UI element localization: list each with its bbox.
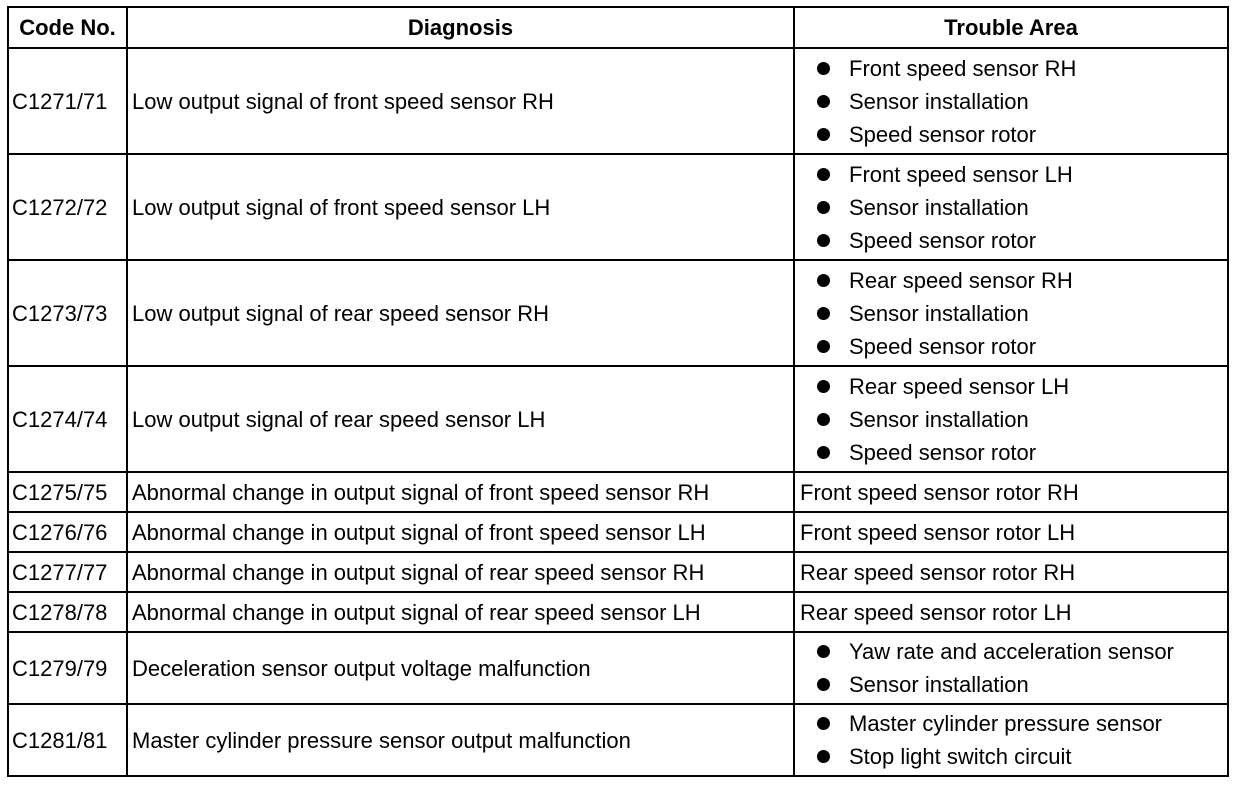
diagnostic-trouble-code-table <box>7 6 1229 777</box>
diagnosis-cell: Deceleration sensor output voltage malfunction <box>127 632 794 704</box>
trouble-area-item: Sensor installation <box>849 194 1029 220</box>
table-row <box>8 154 1228 260</box>
diagnosis-cell: Abnormal change in output signal of rear speed sensor LH <box>127 592 794 632</box>
bullet-icon <box>817 645 830 658</box>
diagnosis-cell: Low output signal of rear speed sensor LH <box>127 366 794 472</box>
list-item <box>815 191 1227 224</box>
header-code: Code No. <box>8 7 127 48</box>
header-diagnosis: Diagnosis <box>127 7 794 48</box>
trouble-area-cell <box>794 48 1228 154</box>
trouble-area-cell <box>794 704 1228 776</box>
trouble-area-list <box>815 264 1227 363</box>
trouble-area-item: Sensor installation <box>849 406 1029 432</box>
code-cell: C1276/76 <box>8 512 127 552</box>
bullet-icon <box>817 307 830 320</box>
code-cell: C1271/71 <box>8 48 127 154</box>
list-item <box>815 436 1227 469</box>
trouble-area-cell: Front speed sensor rotor LH <box>794 512 1228 552</box>
trouble-area-item: Front speed sensor LH <box>849 161 1073 187</box>
trouble-area-item: Speed sensor rotor <box>849 227 1037 253</box>
trouble-area-item: Speed sensor rotor <box>849 333 1037 359</box>
trouble-area-item: Rear speed sensor LH <box>849 373 1070 399</box>
trouble-area-list <box>815 158 1227 257</box>
bullet-icon <box>817 201 830 214</box>
table-row <box>8 704 1228 776</box>
bullet-icon <box>817 413 830 426</box>
diagnosis-cell: Abnormal change in output signal of rear speed sensor RH <box>127 552 794 592</box>
bullet-icon <box>817 128 830 141</box>
list-item <box>815 297 1227 330</box>
table-row <box>8 632 1228 704</box>
header-trouble-area: Trouble Area <box>794 7 1228 48</box>
list-item <box>815 158 1227 191</box>
trouble-area-cell <box>794 260 1228 366</box>
diagnosis-cell: Low output signal of front speed sensor LH <box>127 154 794 260</box>
table-row <box>8 512 1228 552</box>
bullet-icon <box>817 340 830 353</box>
trouble-area-cell: Rear speed sensor rotor LH <box>794 592 1228 632</box>
code-cell: C1277/77 <box>8 552 127 592</box>
diagnosis-cell: Master cylinder pressure sensor output malfunction <box>127 704 794 776</box>
code-cell: C1272/72 <box>8 154 127 260</box>
trouble-area-list <box>815 635 1227 701</box>
list-item <box>815 52 1227 85</box>
trouble-area-list <box>815 370 1227 469</box>
table-row <box>8 592 1228 632</box>
trouble-area-item: Stop light switch circuit <box>849 744 1072 769</box>
header-row <box>8 7 1228 48</box>
trouble-area-item: Yaw rate and acceleration sensor <box>849 639 1174 664</box>
code-cell: C1281/81 <box>8 704 127 776</box>
trouble-area-item: Sensor installation <box>849 300 1029 326</box>
bullet-icon <box>817 95 830 108</box>
list-item <box>815 370 1227 403</box>
list-item <box>815 707 1227 740</box>
list-item <box>815 118 1227 151</box>
trouble-area-cell <box>794 632 1228 704</box>
trouble-area-cell: Front speed sensor rotor RH <box>794 472 1228 512</box>
trouble-area-item: Speed sensor rotor <box>849 121 1037 147</box>
code-cell: C1273/73 <box>8 260 127 366</box>
bullet-icon <box>817 168 830 181</box>
list-item <box>815 403 1227 436</box>
trouble-area-cell: Rear speed sensor rotor RH <box>794 552 1228 592</box>
list-item <box>815 224 1227 257</box>
trouble-area-item: Speed sensor rotor <box>849 439 1037 465</box>
trouble-area-item: Sensor installation <box>849 88 1029 114</box>
bullet-icon <box>817 62 830 75</box>
bullet-icon <box>817 274 830 287</box>
list-item <box>815 635 1227 668</box>
trouble-area-item: Rear speed sensor RH <box>849 267 1073 293</box>
table-row <box>8 472 1228 512</box>
bullet-icon <box>817 380 830 393</box>
table-row <box>8 552 1228 592</box>
list-item <box>815 740 1227 773</box>
trouble-area-list <box>815 52 1227 151</box>
list-item <box>815 668 1227 701</box>
table-row <box>8 260 1228 366</box>
bullet-icon <box>817 234 830 247</box>
table-body <box>8 48 1228 776</box>
trouble-area-item: Front speed sensor RH <box>849 55 1077 81</box>
list-item <box>815 330 1227 363</box>
code-cell: C1274/74 <box>8 366 127 472</box>
diagnosis-cell: Abnormal change in output signal of front speed sensor RH <box>127 472 794 512</box>
bullet-icon <box>817 446 830 459</box>
code-cell: C1279/79 <box>8 632 127 704</box>
code-cell: C1278/78 <box>8 592 127 632</box>
trouble-area-cell <box>794 154 1228 260</box>
trouble-area-item: Sensor installation <box>849 672 1029 697</box>
trouble-area-list <box>815 707 1227 773</box>
trouble-area-cell <box>794 366 1228 472</box>
diagnosis-cell: Low output signal of rear speed sensor RH <box>127 260 794 366</box>
list-item <box>815 264 1227 297</box>
diagnosis-cell: Abnormal change in output signal of front speed sensor LH <box>127 512 794 552</box>
list-item <box>815 85 1227 118</box>
trouble-area-item: Master cylinder pressure sensor <box>849 711 1163 736</box>
table-row <box>8 48 1228 154</box>
code-cell: C1275/75 <box>8 472 127 512</box>
table-row <box>8 366 1228 472</box>
bullet-icon <box>817 678 830 691</box>
diagnosis-cell: Low output signal of front speed sensor RH <box>127 48 794 154</box>
bullet-icon <box>817 750 830 763</box>
bullet-icon <box>817 717 830 730</box>
